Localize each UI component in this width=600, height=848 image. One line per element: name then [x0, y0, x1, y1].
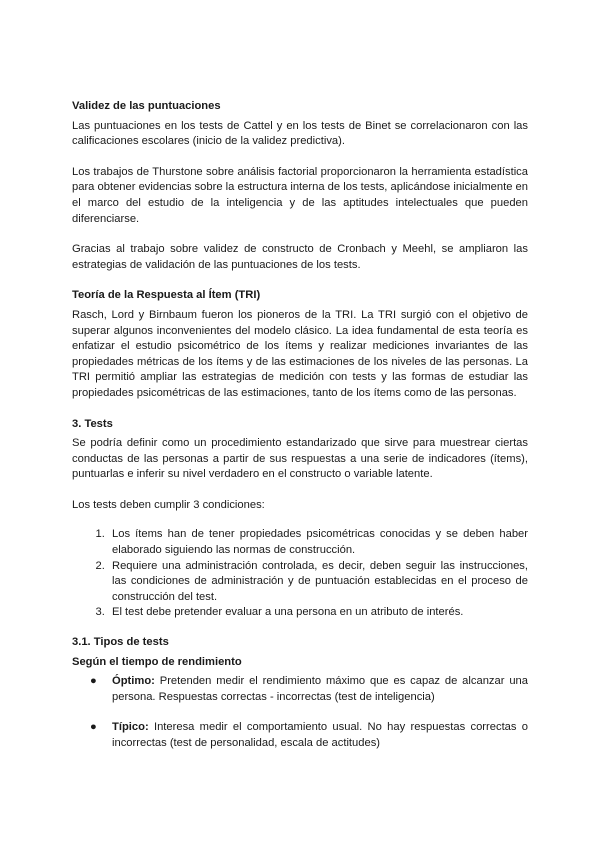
list-item: 1. Los ítems han de tener propiedades psicométricas conocidas y se deben haber elaborado siguiendo las normas de construcción. [108, 527, 528, 558]
document-content [72, 99, 528, 767]
conditions-list [72, 527, 528, 621]
term-optimo: Óptimo: [112, 675, 155, 688]
heading-tri: Teoría de la Respuesta al Ítem (TRI) [72, 289, 261, 302]
bullet-icon: ● [90, 721, 97, 734]
subheading-tiempo: Según el tiempo de rendimiento [72, 655, 242, 668]
list-item: 2. Requiere una administración controlada, es decir, deben seguir las instrucciones, las condiciones de administración y de puntuación establecidas en el proceso de construcción del test. [108, 559, 528, 606]
heading-tipos: 3.1. Tipos de tests [72, 636, 169, 649]
desc-optimo: Pretenden medir el rendimiento máximo que es capaz de alcanzar una persona. Respuestas correctas - incorrectas (test de inteligencia) [112, 675, 528, 703]
desc-tipico: Interesa medir el comportamiento usual. No hay respuestas correctas o incorrectas (test de personalidad, escala de actitudes) [112, 721, 528, 749]
term-tipico: Típico: [112, 721, 149, 734]
conditions-intro: Los tests deben cumplir 3 condiciones: [72, 498, 265, 511]
heading-validez: Validez de las puntuaciones [72, 100, 221, 112]
paragraph-validez-3: Gracias al trabajo sobre validez de constructo de Cronbach y Meehl, se ampliaron las estrategias de validación de las puntuaciones de los tests. [72, 243, 528, 271]
types-list [72, 674, 528, 751]
bullet-icon: ● [90, 675, 97, 688]
list-item [90, 674, 528, 705]
heading-tests: 3. Tests [72, 417, 113, 430]
paragraph-tests: Se podría definir como un procedimiento estandarizado que sirve para muestrear ciertas conductas de las personas a partir de sus respuestas a una serie de indicadores (ítems), puntuarlas e inferir su nivel verdadero en el constructo o variable latente. [72, 437, 528, 481]
list-item: 3. El test debe pretender evaluar a una persona en un atributo de interés. [108, 605, 528, 621]
paragraph-tri: Rasch, Lord y Birnbaum fueron los pioneros de la TRI. La TRI surgió con el objetivo de superar algunos inconvenientes del modelo clásico. La idea fundamental de esta teoría es enfatizar el estudio psicométrico de los ítems y realizar mediciones invariantes de las propiedades métricas de los ítems y de las estimaciones de los niveles de las personas. La TRI permitió ampliar las estrategias de medición con tests y las formas de estudiar las propiedades psicométricas de las estimaciones, tanto de los ítems como de las personas. [72, 308, 528, 399]
paragraph-validez-2: Los trabajos de Thurstone sobre análisis factorial proporcionaron la herramienta estadística para obtener evidencias sobre la estructura interna de los tests, aplicándose inicialmente en el marco del estudio de la inteligencia y de las aptitudes intelectuales que pueden diferenciarse. [72, 165, 528, 225]
paragraph-validez-1: Las puntuaciones en los tests de Cattel y en los tests de Binet se correlacionaron con las calificaciones escolares (inicio de la validez predictiva). [72, 119, 528, 148]
list-item [90, 720, 528, 751]
